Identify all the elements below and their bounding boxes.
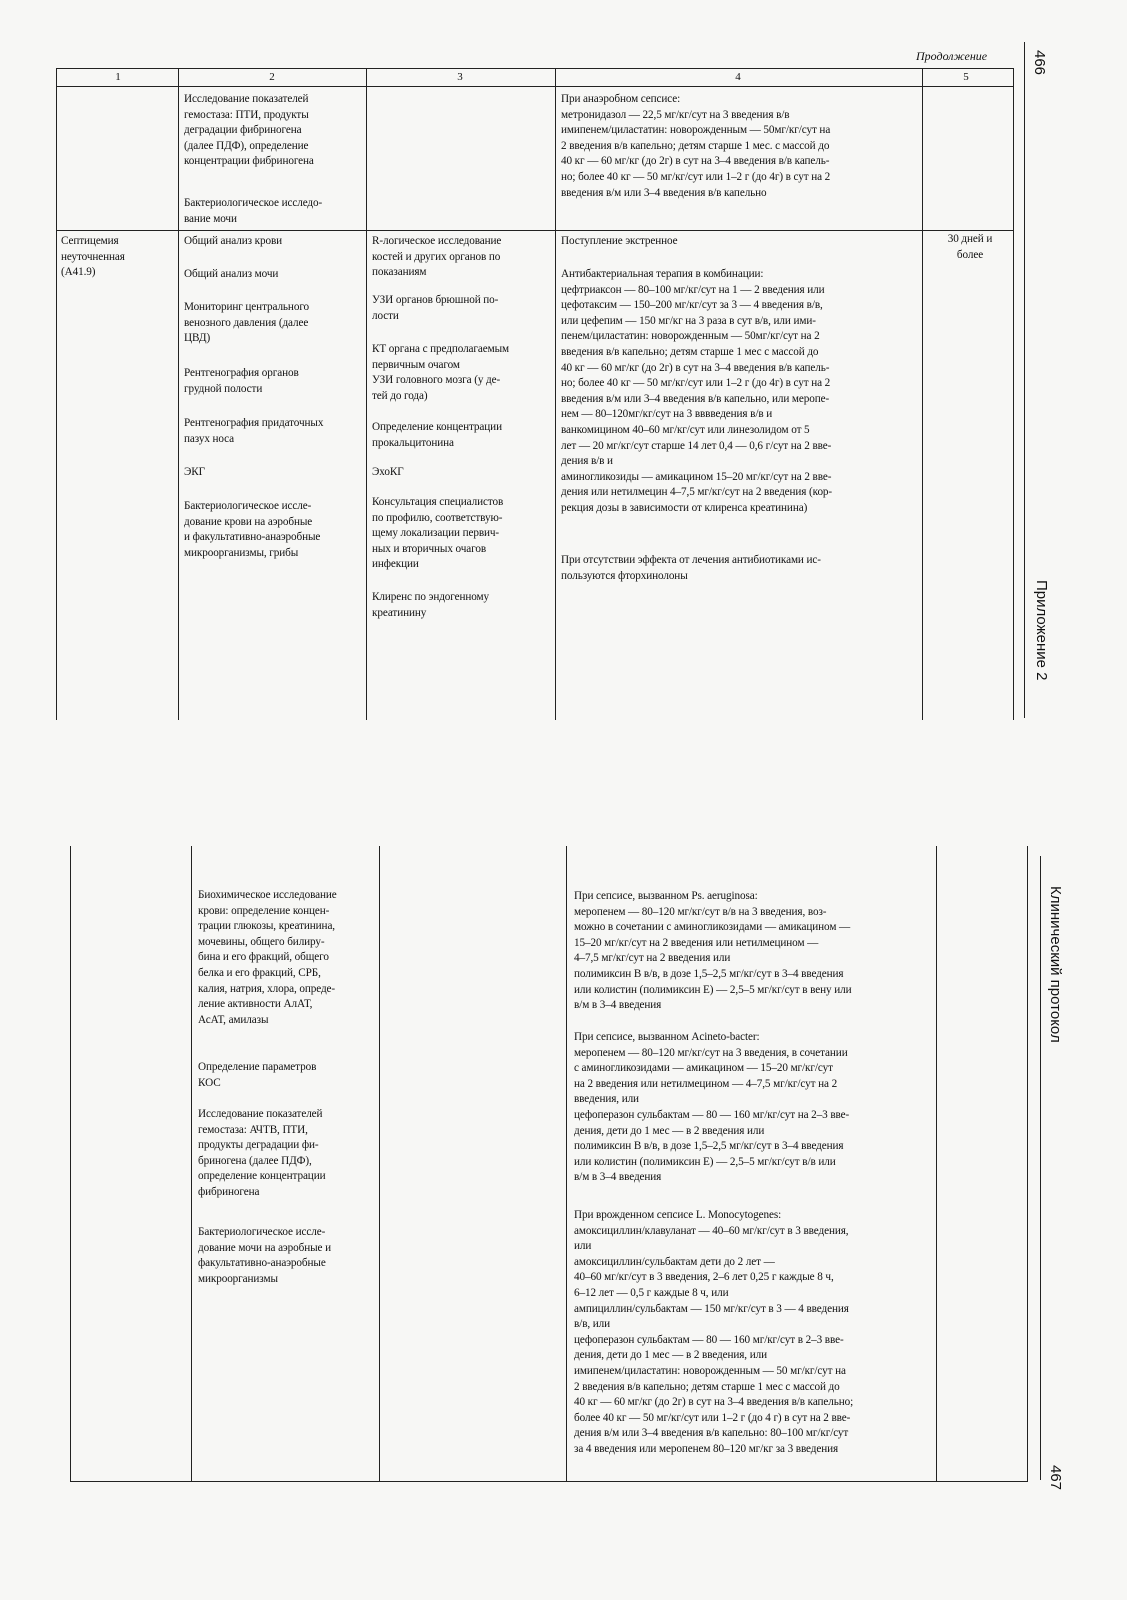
row2-col3-item: Определение концентрации прокальцитонина: [372, 421, 502, 449]
table2-col-line: [936, 846, 937, 1482]
page2-col2-item: Бактериологическое иссле- дование мочи на аэробные и факультативно-анаэробные микроорганизмы: [198, 1226, 331, 1285]
row2-col3-item: R-логическое исследование костей и других органов по показаниям: [372, 235, 502, 279]
table2-col-line: [1027, 846, 1028, 1482]
col-header-3: 3: [457, 71, 463, 83]
page-number: 467: [1047, 1465, 1064, 1491]
table2-bottom-border: [70, 1481, 1028, 1482]
col-header-4: 4: [735, 71, 741, 83]
page2-col4-item: При врожденном сепсисе L. Monocytogenes: амоксициллин/клавуланат — 40–60 мг/кг/сут в 3 введения, или амоксициллин/сульбактам дети до 2 лет — 40–60 мг/кг/сут в 3 введения, 2–6 лет 0,25 г каждые 8 ч, 6–12 лет — 0,5 г каждые 8 ч, или ампициллин/сульбактам — 150 мг/кг/сут в 3 — 4 введения в/в, или цефоперазон сульбактам — 80 — 160 мг/кг/сут в 2–3 вве- дения, дети до 1 мес — в 2 введения, или имипенем/циластатин: новорожденным — 50 мг/кг/сут на 2 введения в/в капельно; детям старше 1 мес с массой до 40 кг — 60 мг/кг (до 2г) в сут на 3–4 введения в/в капельно; более 40 кг — 50 мг/кг/сут или 1–2 г (до 4 г) в сут на 2 вве- дения в/м или 3–4 введения в/в капельно: 80–100 мг/кг/сут за 4 введения или меропенем 80–120 мг/кг за 3 введения: [574, 1209, 854, 1455]
page2-col2-item: Исследование показателей гемостаза: АЧТВ, ПТИ, продукты деградации фи- бриногена (далее ПДФ), определение концентрации фибриногена: [198, 1108, 326, 1198]
table1-header-bottom: [56, 86, 1014, 87]
table1-top-border: [56, 68, 1014, 69]
table1-col-line: [178, 68, 179, 720]
col-header-2: 2: [269, 71, 275, 83]
table1-col-line: [1013, 68, 1014, 720]
row2-col2-item: Рентгенография придаточных пазух носа: [184, 417, 324, 445]
row2-col2-item: Общий анализ крови: [184, 235, 283, 247]
row2-col3-item: УЗИ органов брюшной по- лости: [372, 294, 499, 322]
table2-col-line: [70, 846, 71, 1482]
row2-col2-item: Общий анализ мочи: [184, 268, 279, 280]
table1-col-line: [555, 68, 556, 720]
row2-col3-item: Клиренс по эндогенному креатинину: [372, 591, 490, 619]
row2-col4-fluoroquinolones: При отсутствии эффекта от лечения антибиотиками ис- пользуются фторхинолоны: [561, 554, 821, 582]
col-header-1: 1: [115, 71, 121, 83]
table1-row-divider: [56, 230, 1014, 231]
page-number: 466: [1031, 50, 1048, 76]
row2-col3-item: Консультация специалистов по профилю, соответствую- щему локализации первич- ных и вторичных очагов инфекции: [372, 496, 504, 571]
row2-col4-admission: Поступление экстренное: [561, 235, 678, 247]
row2-col3-item: ЭхоКГ: [372, 466, 404, 478]
row1-col2-hemostasis: Исследование показателей гемостаза: ПТИ, продукты деградации фибриногена (далее ПДФ), определение концентрации фибриногена: [184, 93, 314, 168]
side-title: Клинический протокол: [1047, 886, 1064, 1043]
row1-col4-treatment: При анаэробном сепсисе: метронидазол — 22,5 мг/кг/сут на 3 введения в/в имипенем/циластатин: новорожденным — 50мг/кг/сут на 2 введения в/в капельно; детям старше 1 мес. с массой до 40 кг — 60 мг/кг (до 2г) в сут на 3–4 введения в/в капель- но; более 40 кг — 50 мг/кг/сут или 1–2 г (до 4г) в сут на 2 введения в/м или 3–4 введения в/в капельно: [561, 93, 831, 199]
table2-col-line: [566, 846, 567, 1482]
row2-col4-antibacterial: Антибактериальная терапия в комбинации: цефтриаксон — 80–100 мг/кг/сут на 1 — 2 введения или цефотаксим — 150–200 мг/кг/сут за 3 — 4 введения в/в, или цефепим — 150 мг/кг на 3 раза в сут в/в, или ими- пенем/циластатин: новорожденным — 50мг/кг/сут на 2 введения в/в капельно; детям старше 1 мес с массой до 40 кг — 60 мг/кг (до 2г) в сут на 3–4 введения в/в капель- но; более 40 кг — 50 мг/кг/сут или 1–2 г (до 4г) в сут на 2 введения в/м или 3–4 введения в/в капельно, или меропе- нем — 80–120мг/кг/сут на 3 вввведения в/в и ванкомицином 40–60 мг/кг/сут или линезолидом от 5 лет — 20 мг/кг/сут старше 14 лет 0,4 — 0,6 г/сут на 2 вве- дения в/в и аминогликозиды — амикацином 15–20 мг/кг/сут на 2 вве- дения или нетилмецин 4–7,5 мг/кг/сут на 2 введения (кор- рекция дозы в зависимости от клиренса креатинина): [561, 268, 833, 514]
row2-col2-item: Мониторинг центрального венозного давления (далее ЦВД): [184, 301, 310, 345]
row2-col2-item: Бактериологическое иссле- дование крови на аэробные и факультативно-анаэробные микроорганизмы, грибы: [184, 500, 321, 559]
continuation-label: Продолжение: [916, 49, 988, 63]
page2-col4-item: При сепсисе, вызванном Acineto-bacter: меропенем — 80–120 мг/кг/сут на 3 введения, в сочетании с аминогликозидами — амикацином — 15–20 мг/кг/сут на 2 введения или нетилмецином — 4–7,5 мг/кг/сут на 2 введения, или цефоперазон сульбактам — 80 — 160 мг/кг/сут на 2–3 вве- дения, дети до 1 мес — в 2 введения или полимиксин В в/в, в дозе 1,5–2,5 мг/кг/сут в 3–4 введения или колистин (полимиксин Е) — 2,5–5 мг/кг/сут в/в или в/м в 3–4 введения: [574, 1031, 850, 1184]
page2-col2-item: Определение параметров КОС: [198, 1061, 317, 1089]
table1-col-line: [56, 68, 57, 720]
row1-col2-urine: Бактериологическое исследо- вание мочи: [184, 197, 323, 225]
table1-col-line: [366, 68, 367, 720]
row2-diagnosis: Септицемия неуточненная (А41.9): [61, 235, 125, 279]
table2-col-line: [191, 846, 192, 1482]
row2-duration: 30 дней и более: [947, 233, 993, 261]
margin-rule: [1040, 856, 1041, 1480]
row2-col2-item: ЭКГ: [184, 466, 206, 478]
page2-col4-item: При сепсисе, вызванном Ps. aeruginosa: меропенем — 80–120 мг/кг/сут в/в на 3 введения, воз- можно в сочетании с аминогликозидами — амикацином — 15–20 мг/кг/сут на 2 введения или нетилмецином — 4–7,5 мг/кг/сут на 2 введения или полимиксин В в/в, в дозе 1,5–2,5 мг/кг/сут в 3–4 введения или колистин (полимиксин Е) — 2,5–5 мг/кг/сут в вену или в/м в 3–4 введения: [574, 890, 852, 1012]
margin-rule: [1024, 42, 1025, 718]
side-title: Приложение 2: [1033, 580, 1050, 681]
row2-col3-item: КТ органа с предполагаемым первичным очагом УЗИ головного мозга (у де- тей до года): [372, 343, 510, 402]
col-header-5: 5: [963, 71, 969, 83]
row2-col2-item: Рентгенография органов грудной полости: [184, 367, 299, 395]
table1-col-line: [922, 68, 923, 720]
table2-col-line: [379, 846, 380, 1482]
page2-col2-item: Биохимическое исследование крови: определение концен- трации глюкозы, креатинина, мочевины, общего билиру- бина и его фракций, общего белка и его фракций, СРБ, калия, натрия, хлора, опреде- ление активности АлАТ, АсАТ, амилазы: [198, 889, 337, 1026]
